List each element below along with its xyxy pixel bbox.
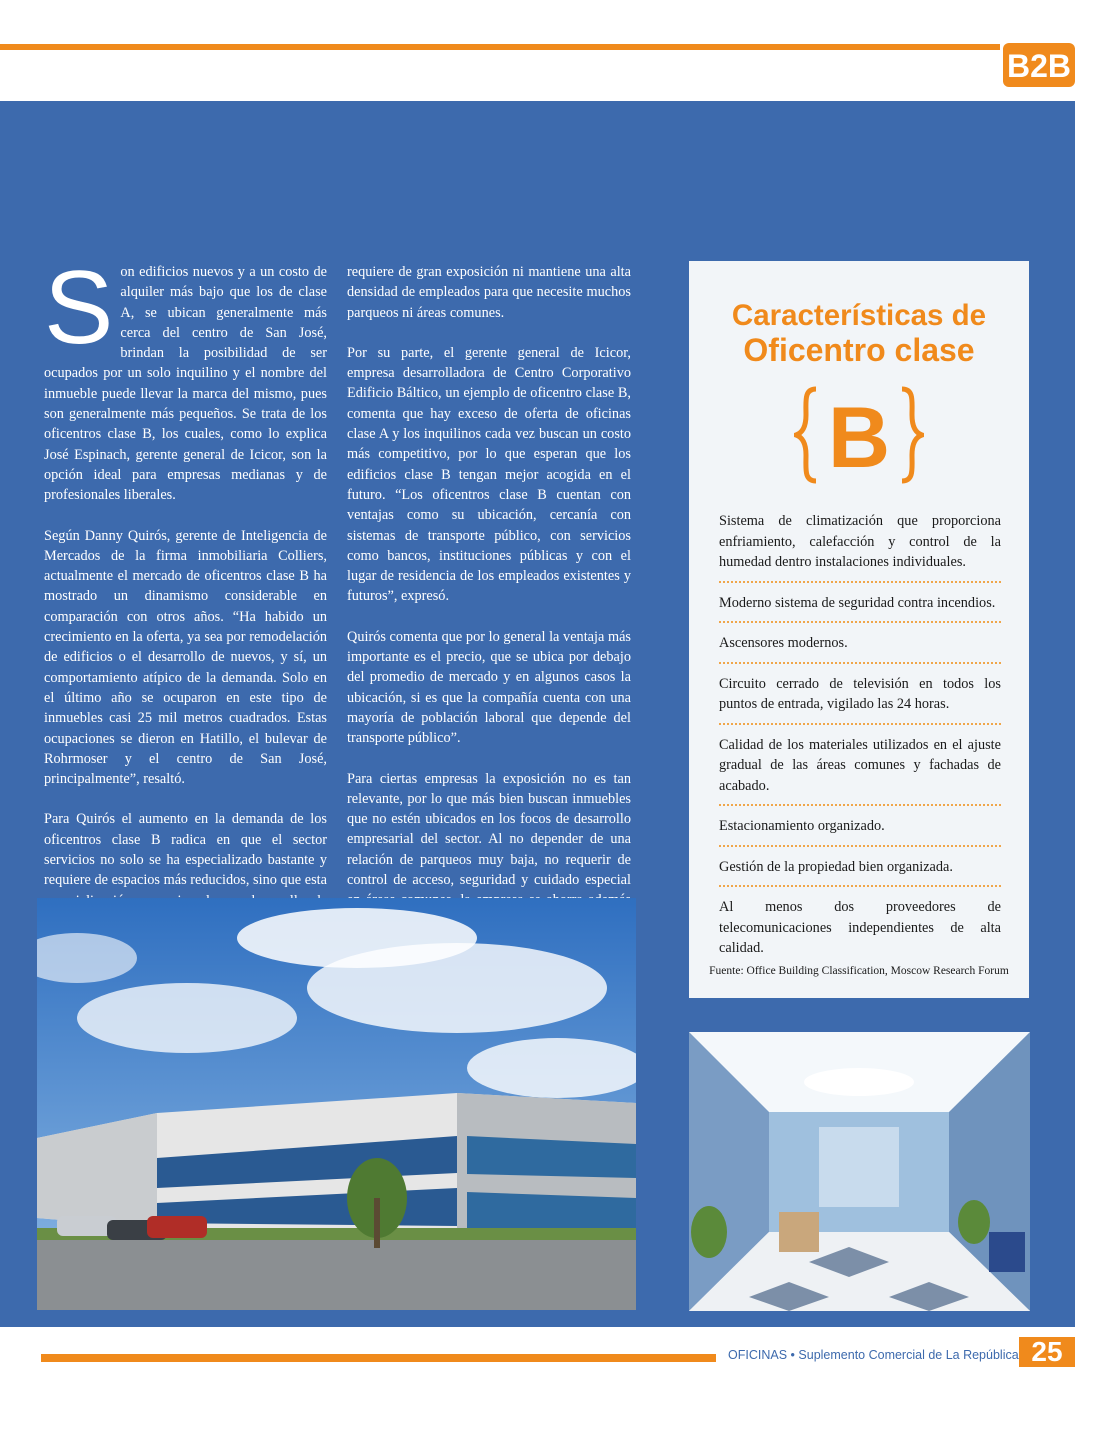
sidebar-source: Fuente: Office Building Classification, Moscow Research Forum	[709, 965, 1009, 977]
badge-letter: B	[827, 390, 891, 485]
feature-item: Moderno sistema de seguridad contra incendios.	[719, 593, 1001, 624]
article-paragraph: Según Danny Quirós, gerente de Inteligencia de Mercados de la firma inmobiliaria Colliers, actualmente el mercado de oficentros clase B ha mostrado un dinamismo considerable en comparación con otros años. “Ha habido un crecimiento en la oferta, ya sea por remodelación de edificios o el desarrollo de nuevos, y sí, un comportamiento atípico de la demanda. Solo en el último año se ocuparon en este tipo de inmuebles casi 25 mil metros cuadrados. Estas ocupaciones se dieron en Hatillo, el bulevar de Rohrmoser y el centro de San José, principalmente”, resaltó.	[44, 527, 327, 788]
b2b-logo	[1003, 43, 1075, 87]
article-column-1	[44, 250, 327, 951]
feature-item: Sistema de climatización que proporciona enfriamiento, calefacción y control de la humedad dentro instalaciones individuales.	[719, 511, 1001, 583]
class-b-badge	[794, 385, 924, 485]
feature-item: Ascensores modernos.	[719, 633, 1001, 664]
footer-publication: Suplemento Comercial de La República	[798, 1348, 1019, 1362]
feature-item: Calidad de los materiales utilizados en el ajuste gradual de las áreas comunes y fachadas de acabado.	[719, 735, 1001, 807]
footer-section: OFICINAS	[728, 1348, 788, 1362]
feature-item: Al menos dos proveedores de telecomunicaciones independientes de alta calidad.	[719, 899, 1001, 956]
article-paragraph: Son edificios nuevos y a un costo de alquiler más bajo que los de clase A, se ubican generalmente más cerca del centro de San José, brindan la posibilidad de ser ocupados por un solo inquilino y el nombre del inmueble puede llevar la marca del mismo, pues son generalmente más pequeños. Se trata de los oficentros clase B, los cuales, como lo explica José Espinach, gerente general de Icicor, son la opción ideal para empresas medianas y de profesionales liberales.	[44, 250, 327, 504]
sidebar-title: Características de Oficentro clase	[731, 299, 987, 368]
feature-item: Circuito cerrado de televisión en todos los puntos de entrada, vigilado las 24 horas.	[719, 674, 1001, 725]
page-number: 25	[1019, 1337, 1075, 1367]
article-paragraph: Para ciertas empresas la exposición no es tan relevante, por lo que más bien buscan inmuebles que no estén ubicados en los focos de desarrollo empresarial del sector. Al no depender de una relación de parqueos muy baja, no requerir de control de acceso, seguridad y cuidado especial	[347, 769, 631, 931]
article-paragraph: Quirós comenta que por lo general la ventaja más importante es el precio, que se ubica por debajo del promedio de mercado y en algunos casos la ubicación, si es que la compañía cuenta con una mayoría de población laboral que depende del transporte público”.	[347, 628, 631, 747]
feature-item: Gestión de la propiedad bien organizada.	[719, 857, 1001, 888]
lobby-photo	[689, 1032, 1030, 1311]
article-paragraph: requiere de gran exposición ni mantiene una alta densidad de empleados para que necesite muchos parqueos ni áreas comunes.	[347, 264, 631, 321]
header-rule	[0, 44, 1000, 50]
footer-text	[728, 1348, 1019, 1362]
logo-text: B2B	[1006, 48, 1072, 84]
feature-item: Estacionamiento organizado.	[719, 816, 1001, 847]
article-column-2	[347, 262, 631, 951]
article-paragraph: Para Quirós el aumento en la demanda de los oficentros clase B radica en que el sector servicios no solo se ha especializado bastante y requiere de espacios más reducidos, sino que esta	[44, 811, 327, 889]
article-paragraph: Por su parte, el gerente general de Icicor, empresa desarrolladora de Centro Corporativo Edificio Báltico, un ejemplo de oficentro clase B, comenta que hay exceso de oferta de oficinas clase A y los inquilinos cada vez buscan un costo más competitivo, por lo que esperan que los edificios clase B tengan mejor acogida en el futuro. “Los oficentros clase B cuentan con ventajas como su ubicación, cercanía con sistemas de transporte público, con servicios como bancos, instituciones públicas y con el lugar de residencia de los empleados existentes y futuros”, expresó.	[347, 344, 631, 605]
footer-separator: •	[790, 1348, 795, 1362]
drop-cap: S	[44, 250, 114, 366]
building-photo	[37, 898, 636, 1310]
features-list	[719, 511, 1001, 977]
footer-rule	[41, 1354, 716, 1362]
features-sidebar	[689, 261, 1029, 998]
